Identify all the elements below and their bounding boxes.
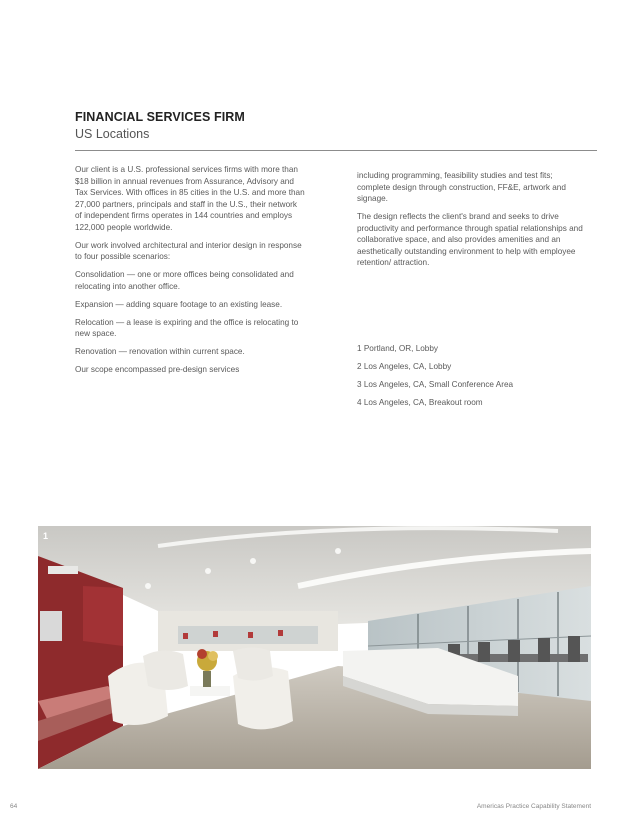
paragraph: Our work involved architectural and interior design in response to four possible scenarios: xyxy=(75,240,302,261)
page-title: FINANCIAL SERVICES FIRM xyxy=(75,110,245,124)
caption-item: 2 Los Angeles, CA, Lobby xyxy=(357,362,452,371)
paragraph: Our scope encompassed pre-design services xyxy=(75,365,240,374)
paragraph: Our client is a U.S. professional services firms with more than $18 billion in annual revenues from Assurance, Advisory and Tax Services. With offices in 85 cities in the U.S. and more than 27,000 partners, principals and staff in the U.S., their network of independent firms operates in 144 countries and employs 122,000 people worldwide. xyxy=(75,165,305,232)
caption-item: 3 Los Angeles, CA, Small Conference Area xyxy=(357,380,514,389)
page-number: 64 xyxy=(10,803,18,810)
footer-document-title: Americas Practice Capability Statement xyxy=(476,803,591,810)
paragraph: Expansion — adding square footage to an existing lease. xyxy=(75,299,283,309)
paragraph: Relocation — a lease is expiring and the office is relocating to new space. xyxy=(75,317,299,338)
caption-item: 1 Portland, OR, Lobby xyxy=(357,344,439,353)
paragraph: including programming, feasibility studies and test fits; complete design through construction, FF&E, artwork and signage. xyxy=(357,171,566,203)
paragraph: Renovation — renovation within current space. xyxy=(75,347,245,356)
page-subtitle: US Locations xyxy=(75,127,150,141)
paragraph: Consolidation — one or more offices being consolidated and relocating into another office. xyxy=(75,270,294,291)
caption-item: 4 Los Angeles, CA, Breakout room xyxy=(357,398,483,407)
body-column-right xyxy=(357,170,587,275)
photo-captions xyxy=(357,343,587,415)
office-lobby-photo xyxy=(38,526,591,769)
body-column-left xyxy=(75,164,305,382)
photo-number: 1 xyxy=(43,531,49,541)
paragraph: The design reflects the client's brand and seeks to drive productivity and performance through spatial relationships and collaborative space, and also provides amenities and an aesthetically outstanding environment to help with employee retention/ attraction. xyxy=(357,212,583,267)
header-divider xyxy=(75,150,597,151)
